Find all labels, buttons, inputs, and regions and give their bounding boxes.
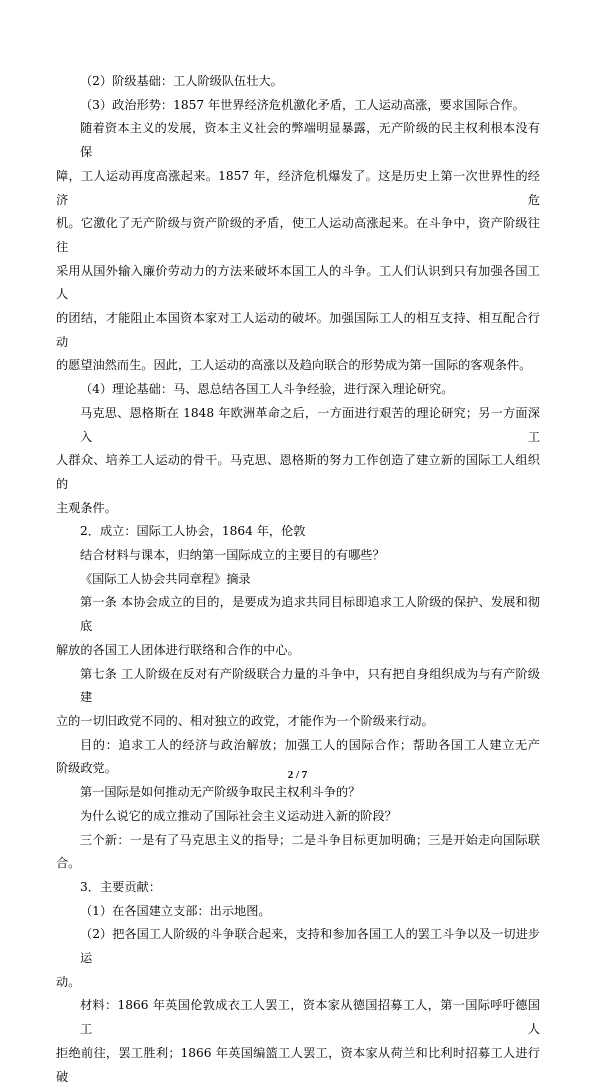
text-line: 第一条 本协会成立的目的，是要成为追求共同目标即追求工人阶级的保护、发展和彻底 (80, 595, 540, 634)
text-line: 主观条件。 (56, 500, 117, 515)
text-line: （4）理论基础：马、恩总结各国工人斗争经验，进行深入理论研究。 (80, 382, 454, 397)
text-line: 3．主要贡献： (80, 879, 161, 894)
text-line: 动。 (56, 974, 81, 989)
text-line: 目的：追求工人的经济与政治解放；加强工人的国际合作；帮助各国工人建立无产 (80, 737, 540, 752)
text-line: （2）把各国工人阶级的斗争联合起来，支持和参加各国工人的罢工斗争以及一切进步运 (80, 927, 540, 966)
text-line: （1）在各国建立支部：出示地图。 (80, 903, 271, 918)
text-line: 随着资本主义的发展，资本主义社会的弊端明显暴露，无产阶级的民主权利根本没有保 (80, 121, 540, 160)
text-line: 机。它激化了无产阶级与资产阶级的矛盾，使工人运动高涨起来。在斗争中，资产阶级往往 (56, 216, 540, 254)
text-line: 结合材料与课本，归纳第一国际成立的主要目的有哪些？ (80, 548, 385, 563)
body-text (56, 70, 540, 1089)
text-line: 阶级政党。 (56, 761, 117, 776)
text-line: 第一国际是如何推动无产阶级争取民主权利斗争的？ (80, 785, 361, 800)
text-line: （2）阶级基础：工人阶级队伍壮大。 (80, 74, 283, 88)
page-number: 2 / 7 (287, 769, 308, 781)
text-line: 马克思、恩格斯在 1848 年欧洲革命之后，一方面进行艰苦的理论研究；另一方面深入工 (80, 405, 540, 444)
text-line: 第七条 工人阶级在反对有产阶级联合力量的斗争中，只有把自身组织成为与有产阶级建 (80, 666, 540, 705)
text-line: 合。 (56, 856, 81, 871)
text-line: 《国际工人协会共同章程》摘录 (80, 571, 251, 586)
text-line: 障，工人运动再度高涨起来。1857 年，经济危机爆发了。这是历史上第一次世界性的经济危 (56, 168, 540, 207)
text-line: 立的一切旧政党不同的、相对独立的政党，才能作为一个阶级来行动。 (56, 713, 434, 728)
text-line: 拒绝前往，罢工胜利；1866 年英国编篮工人罢工，资本家从荷兰和比利时招募工人进行破 (56, 1045, 540, 1084)
text-line: 的团结，才能阻止本国资本家对工人运动的破坏。加强国际工人的相互支持、相互配合行动 (56, 311, 540, 349)
text-line: 解放的各国工人团体进行联络和合作的中心。 (56, 642, 300, 657)
text-line: 的愿望油然而生。因此，工人运动的高涨以及趋向联合的形势成为第一国际的客观条件。 (56, 358, 532, 373)
text-line: 采用从国外输入廉价劳动力的方法来破坏本国工人的斗争。工人们认识到只有加强各国工人 (56, 263, 540, 302)
text-line: 2．成立：国际工人协会，1864 年，伦敦 (80, 524, 306, 539)
text-line: 材料：1866 年英国伦敦成衣工人罢工，资本家从德国招募工人，第一国际呼吁德国工人 (80, 998, 540, 1037)
text-line: 三个新：一是有了马克思主义的指导；二是斗争目标更加明确；三是开始走向国际联 (80, 832, 540, 847)
text-line: 为什么说它的成立推动了国际社会主义运动进入新的阶段？ (80, 808, 397, 823)
text-line: （3）政治形势：1857 年世界经济危机激化矛盾，工人运动高涨，要求国际合作。 (80, 97, 525, 112)
text-line: 人群众、培养工人运动的骨干。马克思、恩格斯的努力工作创造了建立新的国际工人组织的 (56, 453, 540, 491)
